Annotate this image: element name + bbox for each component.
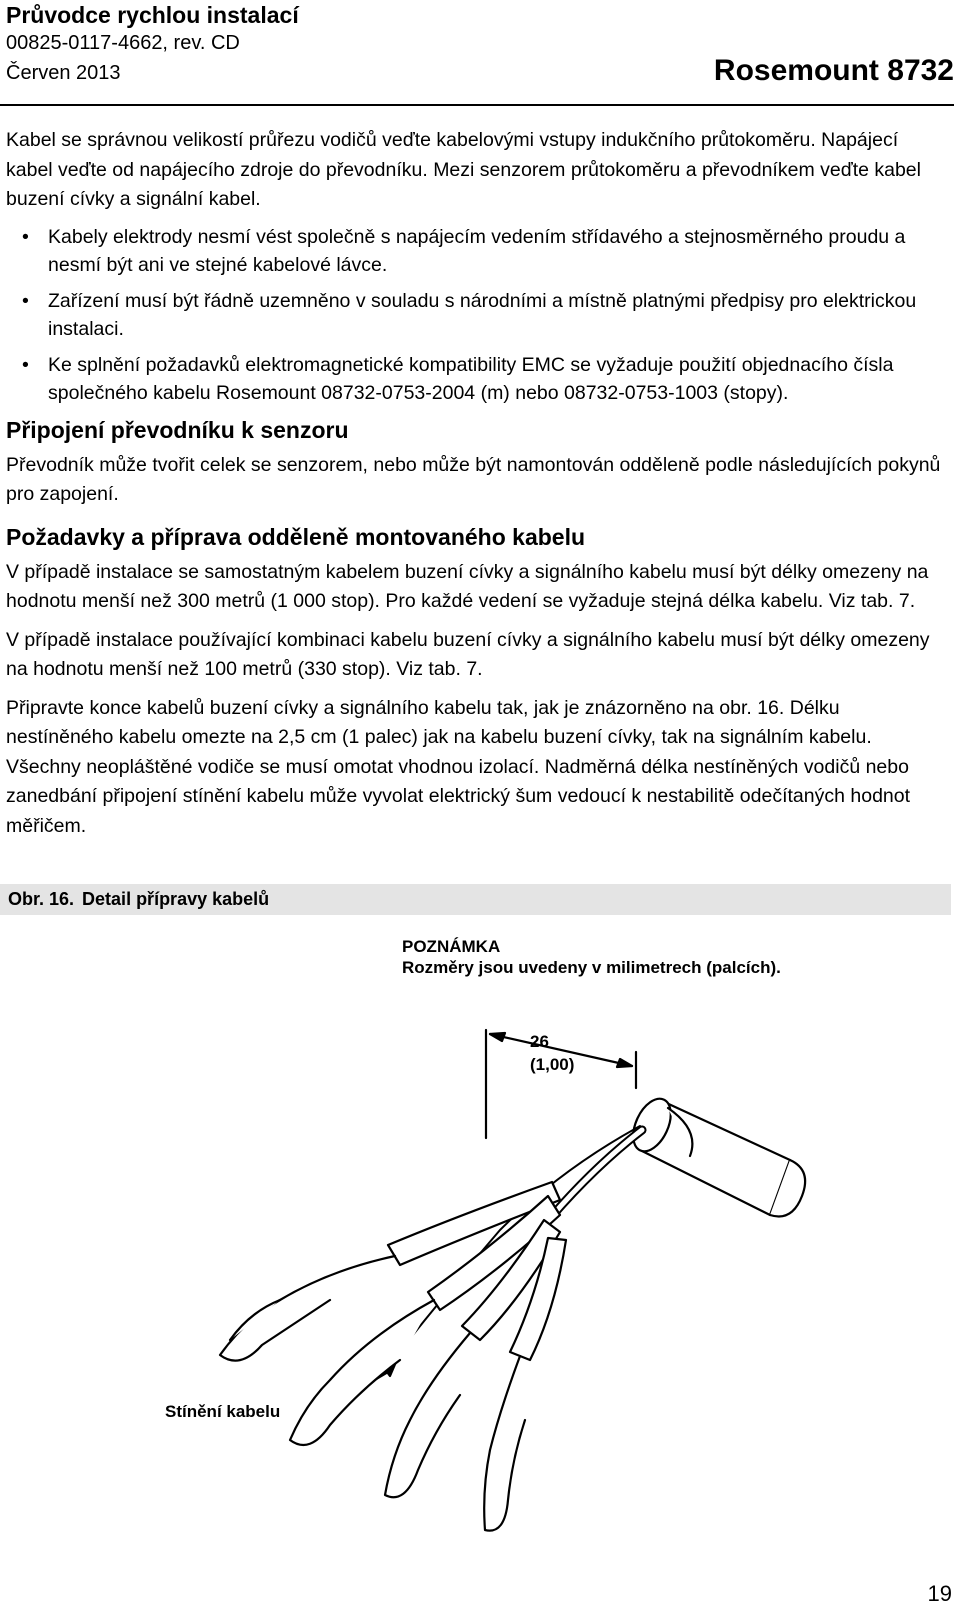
connection-paragraph: Převodník může tvořit celek se senzorem, nebo může být namontován odděleně podle následujících pokynů pro zapojení. [6, 453, 941, 505]
callout-cable-shield: Stínění kabelu [165, 1402, 281, 1421]
bullet-icon: • [22, 225, 29, 248]
document-date: Červen 2013 [6, 62, 121, 84]
remote-cable-paragraph-1: V případě instalace se samostatným kabelem buzení cívky a signálního kabelu musí být délky omezeny na hodnotu menší než 300 metrů (1 000 stop). Pro každé vedení se vyžaduje stejná délka kabelu. Viz tab. 7. [6, 560, 929, 612]
bullet-icon: • [22, 353, 29, 376]
dimension-arrow-icon [617, 1059, 632, 1067]
dimension-value: 26 [530, 1032, 549, 1051]
note-text: Rozměry jsou uvedeny v milimetrech (palcích). [402, 958, 781, 977]
bullet-icon: • [22, 289, 29, 312]
bullet-text: Zařízení musí být řádně uzemněno v souladu s národními a místně platnými předpisy pro elektrickou instalaci. [48, 289, 917, 340]
product-name: Rosemount 8732 [713, 54, 954, 87]
dimension-alt-value: (1,00) [530, 1055, 575, 1074]
figure-number: Obr. 16. [8, 889, 75, 909]
note-heading: POZNÁMKA [402, 937, 501, 956]
document-number: 00825-0117-4662, rev. CD [6, 32, 240, 54]
section-heading-connection: Připojení převodníku k senzoru [6, 416, 349, 443]
page-number: 19 [927, 1581, 952, 1606]
cable-jacket [626, 1093, 805, 1217]
remote-cable-paragraph-3: Připravte konce kabelů buzení cívky a signálního kabelu tak, jak je znázorněno na obr. 16. Délku nestíněného kabelu omezte na 2,5 cm (1 palec) jak na kabelu buzení cívky, tak na signálním kabelu. Všechny neopláštěné vodiče se musí omotat vhodnou izolací. Nadměrná délka nestíněných vodičů nebo zanedbání připojení stínění kabelu může vyvolat elektrický šum vedoucí k nestabilitě odečítaných hodnot měřičem. [6, 696, 911, 837]
bullet-text: Ke splnění požadavků elektromagnetické kompatibility EMC se vyžaduje použití objednacího čísla společného kabelu Rosemount 08732-0753-2004 (m) nebo 08732-0753-1003 (stopy). [48, 353, 894, 404]
bullet-text: Kabely elektrody nesmí vést společně s napájecím vedením střídavého a stejnosměrného proudu a nesmí být ani ve stejné kabelové lávce. [48, 225, 906, 276]
remote-cable-paragraph-2: V případě instalace používající kombinaci kabelu buzení cívky a signálního kabelu musí být délky omezeny na hodnotu menší než 100 metrů (330 stop). Viz tab. 7. [6, 628, 930, 680]
figure-title: Detail přípravy kabelů [82, 889, 270, 909]
document-title: Průvodce rychlou instalací [6, 2, 299, 28]
dimension-arrow-icon [490, 1033, 505, 1041]
intro-paragraph: Kabel se správnou velikostí průřezu vodičů veďte kabelovými vstupy indukčního průtokoměru. Napájecí kabel veďte od napájecího zdroje do převodníku. Mezi senzorem průtokoměru a převodníkem veďte kabel buzení cívky a signální kabel. [6, 129, 921, 210]
section-heading-remote-cable: Požadavky a příprava odděleně montovaného kabelu [6, 523, 586, 550]
